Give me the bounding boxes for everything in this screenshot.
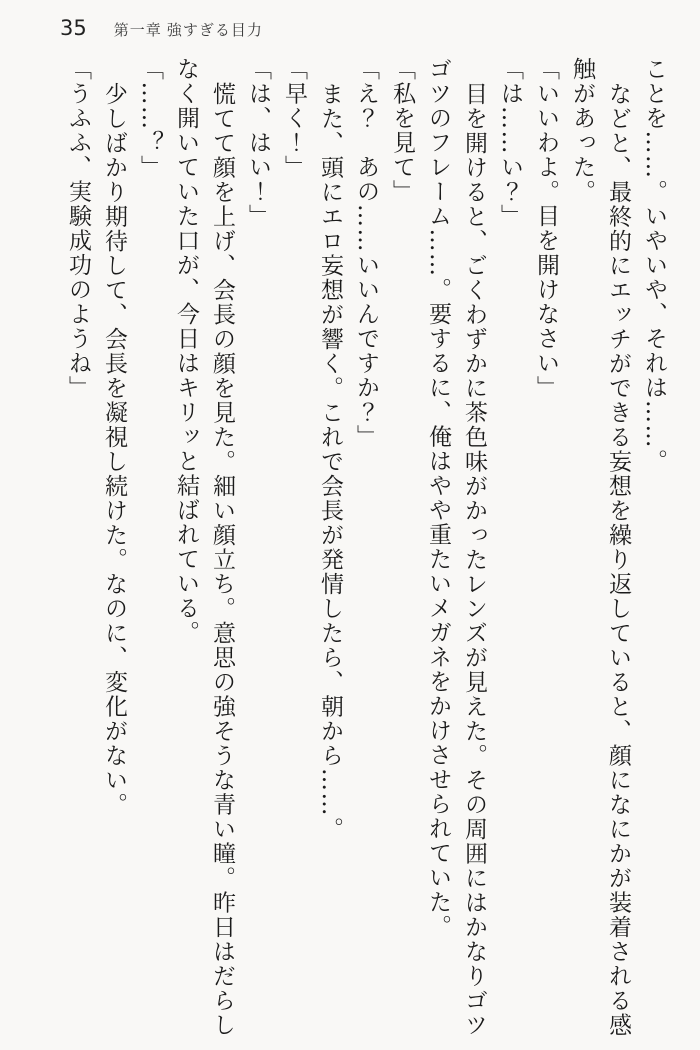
paragraph: 少しばかり期待して、会長を凝視し続けた。なのに、変化がない。 bbox=[101, 81, 127, 817]
paragraph: 目を開けると、ごくわずかに茶色味がかったレンズが見えた。その周囲にはかなりゴツゴツのフレーム……。要するに、俺はやや重たいメガネをかけさせられていた。 bbox=[425, 57, 487, 1037]
paragraph: 「……？」 bbox=[137, 57, 163, 180]
paragraph: 「は……い？」 bbox=[497, 57, 523, 229]
paragraph: 「は、はい！」 bbox=[245, 57, 271, 229]
paragraph: ことを……。いやいや、それは……。 bbox=[641, 57, 667, 474]
paragraph: 「早く！」 bbox=[281, 57, 307, 180]
paragraph: 「いいわよ。目を開けなさい」 bbox=[533, 57, 559, 400]
paragraph: 「うふふ、実験成功のようね」 bbox=[65, 57, 91, 400]
running-header bbox=[60, 16, 263, 40]
vertical-text-block bbox=[58, 57, 672, 1039]
paragraph: また、頭にエロ妄想が響く。これで会長が発情したら、朝から……。 bbox=[317, 81, 343, 841]
paragraph: などと、最終的にエッチができる妄想を繰り返していると、顔になにかが装着される感触があった。 bbox=[569, 57, 631, 1037]
paragraph: 慌てて顔を上げ、会長の顔を見た。細い顔立ち。意思の強そうな青い瞳。昨日はだらしなく開いていた口が、今日はキリッと結ばれている。 bbox=[173, 57, 235, 1037]
paragraph: 「え？ あの……いいんですか？」 bbox=[353, 57, 379, 449]
chapter-title: 第一章 強すぎる目力 bbox=[113, 22, 263, 39]
page-number: 35 bbox=[60, 16, 87, 40]
paragraph: 「私を見て」 bbox=[389, 57, 415, 204]
